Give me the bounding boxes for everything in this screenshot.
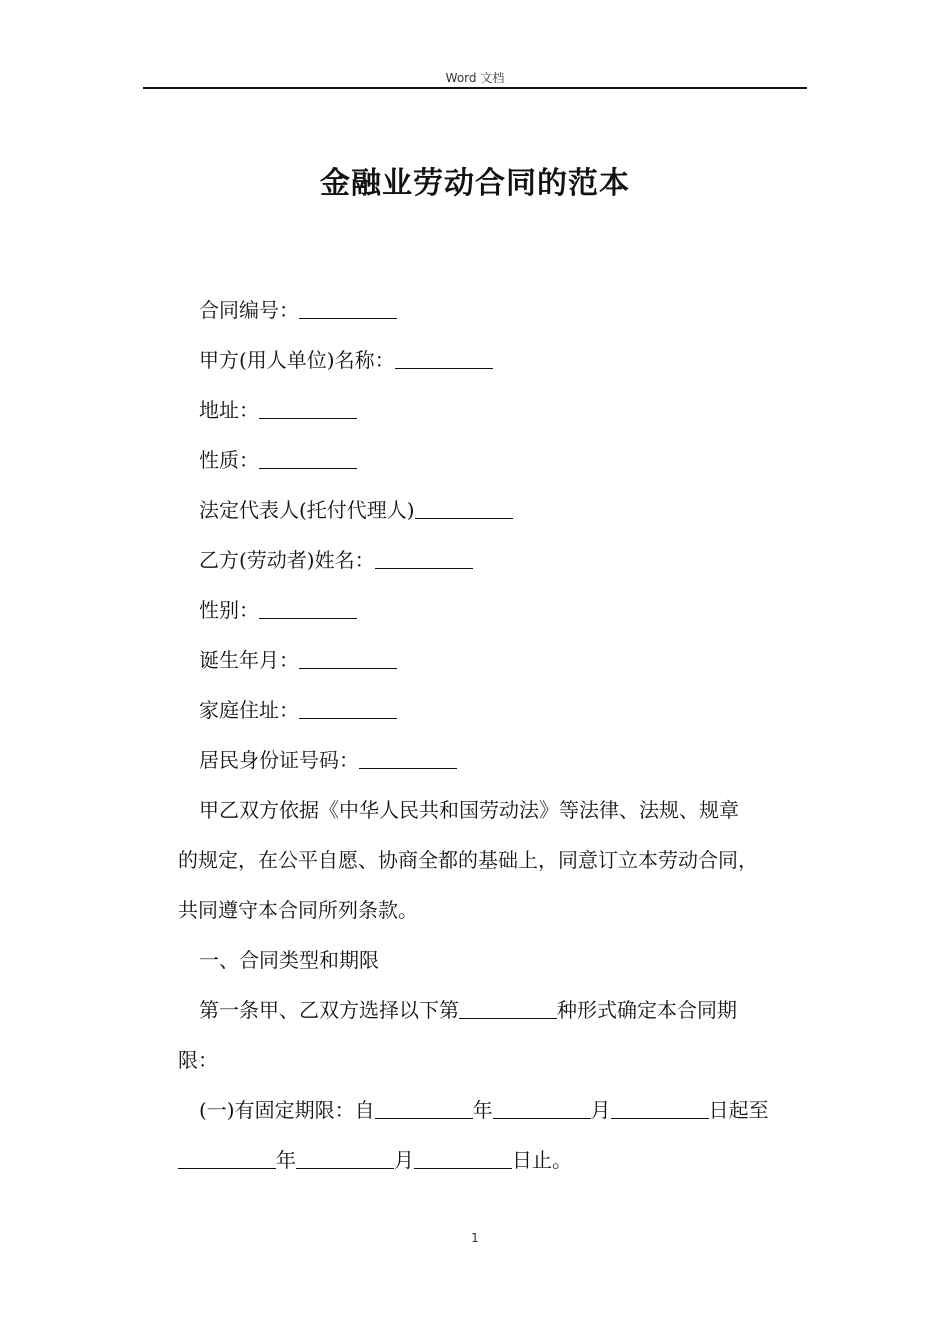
article-1-line-1 [178,985,818,1035]
blank-line [299,698,397,719]
blank-line [414,1148,512,1169]
page-header: Word 文档 [445,71,505,85]
blank-line [259,448,357,469]
field-contract-no [178,285,818,335]
blank-line [259,598,357,619]
article-text: 第一条甲、乙双方选择以下第 [199,998,459,1022]
article-text: 种形式确定本合同期 [557,998,737,1022]
field-nature [178,435,818,485]
section-heading: 一、合同类型和期限 [199,948,379,972]
field-label: 性别： [199,598,259,622]
field-home-address [178,685,818,735]
blank-line [259,398,357,419]
month-label: 月 [590,1098,611,1122]
article-1-line-2: 限： [178,1048,218,1072]
field-label: 合同编号： [199,298,299,322]
blank-line [459,998,557,1019]
blank-line [375,548,473,569]
blank-line [493,1098,591,1119]
fixed-term-line-1 [178,1085,818,1135]
day-from-to-label: 日起至 [708,1098,769,1122]
field-label: 法定代表人(托付代理人) [199,498,415,522]
blank-line [299,648,397,669]
field-address [178,385,818,435]
year-label: 年 [472,1098,493,1122]
blank-line [296,1148,394,1169]
document-body [178,285,818,1185]
blank-line [299,298,397,319]
preamble-line-2: 的规定，在公平自愿、协商全都的基础上，同意订立本劳动合同， [178,848,758,872]
blank-line [611,1098,709,1119]
field-label: 家庭住址： [199,698,299,722]
day-end-label: 日止。 [512,1148,572,1172]
blank-line [178,1148,276,1169]
blank-line [375,1098,473,1119]
field-label: 诞生年月： [199,648,299,672]
blank-line [359,748,457,769]
field-label: 甲方(用人单位)名称： [199,348,395,372]
field-label: 地址： [199,398,259,422]
field-label: 性质： [199,448,259,472]
document-title: 金融业劳动合同的范本 [320,166,630,201]
page-number: 1 [471,1231,479,1245]
year-label: 年 [276,1148,296,1172]
blank-line [395,348,493,369]
field-party-a-name [178,335,818,385]
preamble-line-1: 甲乙双方依据《中华人民共和国劳动法》等法律、法规、规章 [199,798,739,822]
field-party-b-name [178,535,818,585]
fixed-term-label: (一)有固定期限：自 [199,1098,375,1122]
field-id-number [178,735,818,785]
field-birth [178,635,818,685]
fixed-term-line-2 [178,1135,818,1185]
month-label: 月 [394,1148,414,1172]
field-label: 居民身份证号码： [199,748,359,772]
field-legal-rep [178,485,818,535]
preamble-line-3: 共同遵守本合同所列条款。 [178,898,418,922]
blank-line [415,498,513,519]
field-gender [178,585,818,635]
header-divider [143,87,807,89]
field-label: 乙方(劳动者)姓名： [199,548,375,572]
